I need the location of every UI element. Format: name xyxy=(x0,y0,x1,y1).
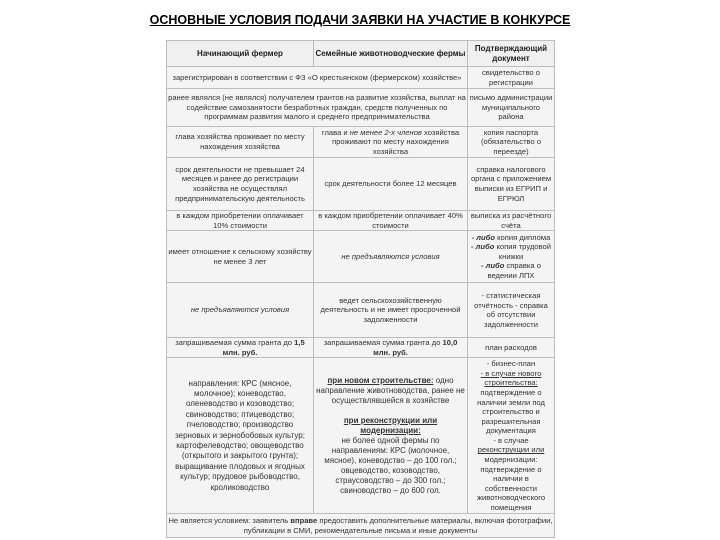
cell-family: срок деятельности более 12 месяцев xyxy=(314,158,468,211)
cell-family xyxy=(314,338,468,358)
cell-family xyxy=(314,358,468,514)
text: одно направление животноводства, ранее не осуществлявшейся в хозяйстве xyxy=(316,375,465,405)
doc-line xyxy=(469,233,553,243)
table-row xyxy=(167,338,555,358)
cell-family xyxy=(314,127,468,158)
text: хозяйства проживают по месту нахождения хозяйства xyxy=(332,127,460,156)
text: копия трудовой книжки xyxy=(494,242,551,261)
cell-novice: направления: КРС (мясное, молочное); коневодство, оленеводство и козоводство; свиноводство; птицеводство; пчеловодство; производство зерновых и зернобобовых культур; картофелеводство; овощеводство (открытого и закрытого грунта); выращивание плодовых и ягодных культур; прудовое рыбоводство, кролиководство xyxy=(167,358,314,514)
cell-family: ведет сельскохозяйственную деятельность и не имеет просроченной задолженности xyxy=(314,283,468,338)
text: справка о ведении ЛПХ xyxy=(487,261,541,281)
text-bold: - либо xyxy=(471,232,496,242)
text: предоставить дополнительные материалы, включая фотографии, публикации в СМИ, рекомендательные письма и иные документы xyxy=(243,516,553,535)
cell-doc xyxy=(468,358,555,514)
cell-novice: в каждом приобретении оплачивает 10% стоимости xyxy=(167,211,314,231)
text-bold: - либо xyxy=(481,261,505,271)
doc-line xyxy=(469,242,553,261)
cell-doc: - статистическая отчётность - справка об отсутствии задолженности xyxy=(468,283,555,338)
table-header-row xyxy=(167,41,555,67)
reconstruction-text: не более одной фермы по направлениям: КРС (молочное, мясное), коневодство – до 100 гол.; овцеводство, козоводство, страусоводство – до 300 гол.; свиноводство – до 600 гол. xyxy=(324,435,457,495)
cell-novice xyxy=(167,338,314,358)
cell-doc: выписка из расчётного счёта xyxy=(468,211,555,231)
text-bold: 10,0 млн. руб. xyxy=(373,338,458,357)
text: - в случае xyxy=(493,435,529,445)
text: копия диплома xyxy=(495,232,551,242)
table-row xyxy=(167,283,555,338)
page-title: ОСНОВНЫЕ УСЛОВИЯ ПОДАЧИ ЗАЯВКИ НА УЧАСТИЕ В КОНКУРСЕ xyxy=(149,13,571,27)
text-bold: - либо xyxy=(471,242,495,252)
table-row xyxy=(167,158,555,211)
text: запрашиваемая сумма гранта до xyxy=(175,338,295,348)
text-bold: вправе xyxy=(290,516,318,526)
table-row xyxy=(167,67,555,89)
table-row xyxy=(167,358,555,514)
table-row xyxy=(167,231,555,283)
spacer xyxy=(315,406,466,416)
conditions-table xyxy=(166,40,555,538)
table-row xyxy=(167,211,555,231)
cell-doc: справка налогового органа с приложением выписки из ЕГРИП и ЕГРЮЛ xyxy=(468,158,555,211)
cell-doc: письмо администрации муниципального района xyxy=(468,89,555,127)
cell-family: не предъявляются условия xyxy=(314,231,468,283)
cell-doc: свидетельство о регистрации xyxy=(468,67,555,89)
cell-common: зарегистрирован в соответствии с ФЗ «О крестьянском (фермерском) хозяйстве» xyxy=(167,67,468,89)
doc-line: подтверждение о наличии земли под строительство и разрешительная документация xyxy=(477,387,545,436)
doc-line: - бизнес-план xyxy=(486,359,536,369)
text: глава и xyxy=(321,127,350,137)
cell-novice: срок деятельности не превышает 24 месяцев и ранее до регистрации хозяйства не осуществлял предпринимательскую деятельность xyxy=(167,158,314,211)
text: запрашиваемая сумма гранта до xyxy=(323,338,443,348)
table-row xyxy=(167,127,555,158)
cell-doc xyxy=(468,231,555,283)
cell-doc: копия паспорта (обязательство о переезде) xyxy=(468,127,555,158)
doc-line xyxy=(469,436,553,513)
new-construction xyxy=(315,376,466,406)
text: модернизации: подтверждение о наличии в собственности животноводческого помещения xyxy=(476,455,546,513)
table-row xyxy=(167,89,555,127)
table-row xyxy=(167,514,555,538)
text-underlined: реконструкции или xyxy=(477,445,545,455)
text-italic: не менее 2-х членов xyxy=(349,127,422,137)
header-novice-farmer: Начинающий фермер xyxy=(167,41,314,67)
cell-family: в каждом приобретении оплачивает 40% стоимости xyxy=(314,211,468,231)
cell-common: ранее являлся (не являлся) получателем грантов на развитие хозяйства, выплат на содействие самозанятости безработных граждан, средств полученных по программам развития малого и среднего предпринимательства xyxy=(167,89,468,127)
text-bold: при новом строительстве: xyxy=(327,375,434,385)
cell-novice: глава хозяйства проживает по месту нахождения хозяйства xyxy=(167,127,314,158)
cell-doc: план расходов xyxy=(468,338,555,358)
cell-novice: не предъявляются условия xyxy=(167,283,314,338)
reconstruction-heading: при реконструкции или модернизации: xyxy=(343,415,438,435)
doc-line xyxy=(469,261,553,280)
header-family-farms: Семейные животноводческие фермы xyxy=(314,41,468,67)
text-bold: 1,5 млн. руб. xyxy=(222,338,305,357)
header-document: Подтверждающий документ xyxy=(468,41,555,67)
text: Не является условием: заявитель xyxy=(168,516,291,526)
cell-novice: имеет отношение к сельскому хозяйству не менее 3 лет xyxy=(167,231,314,283)
cell-note xyxy=(167,514,555,538)
doc-line: - в случае нового строительства: xyxy=(480,368,542,388)
